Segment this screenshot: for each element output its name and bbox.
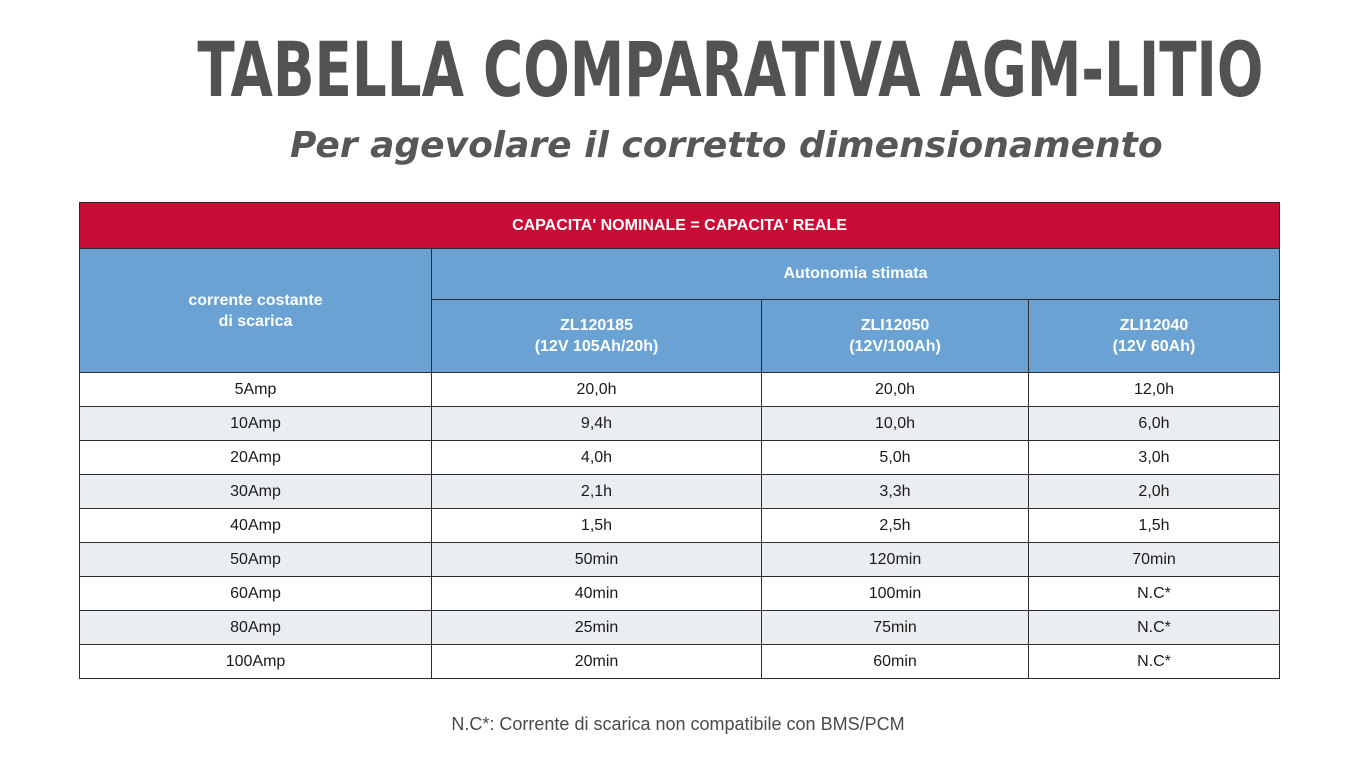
page-subtitle: Per agevolare il corretto dimensionamento [290, 125, 1163, 166]
autonomy-cell: 50min [432, 543, 762, 577]
page-title: TABELLA COMPARATIVA AGM-LITIO [197, 25, 1264, 114]
autonomy-cell: N.C* [1029, 611, 1280, 645]
autonomy-cell: 3,0h [1029, 441, 1280, 475]
table-row [80, 441, 1280, 475]
autonomy-cell: 5,0h [762, 441, 1029, 475]
current-cell: 50Amp [80, 543, 432, 577]
column-spec: (12V 60Ah) [1112, 338, 1196, 355]
group-header: Autonomia stimata [432, 249, 1280, 300]
table-row [80, 645, 1280, 679]
column-model: ZLI12040 [1119, 317, 1189, 334]
table-row [80, 611, 1280, 645]
column-header-3 [1029, 300, 1280, 373]
table-banner: CAPACITA' NOMINALE = CAPACITA' REALE [80, 203, 1280, 249]
autonomy-cell: 100min [762, 577, 1029, 611]
table-row [80, 509, 1280, 543]
autonomy-cell: 9,4h [432, 407, 762, 441]
autonomy-cell: 20min [432, 645, 762, 679]
autonomy-cell: 4,0h [432, 441, 762, 475]
current-cell: 5Amp [80, 373, 432, 407]
autonomy-cell: 70min [1029, 543, 1280, 577]
autonomy-cell: 20,0h [762, 373, 1029, 407]
autonomy-cell: 10,0h [762, 407, 1029, 441]
comparison-table [79, 202, 1280, 679]
current-cell: 20Amp [80, 441, 432, 475]
current-cell: 60Amp [80, 577, 432, 611]
autonomy-cell: 1,5h [1029, 509, 1280, 543]
column-model: ZL120185 [560, 317, 633, 334]
autonomy-cell: 120min [762, 543, 1029, 577]
current-cell: 30Amp [80, 475, 432, 509]
autonomy-cell: 1,5h [432, 509, 762, 543]
autonomy-cell: 75min [762, 611, 1029, 645]
autonomy-cell: 12,0h [1029, 373, 1280, 407]
column-model: ZLI12050 [860, 317, 930, 334]
autonomy-cell: 3,3h [762, 475, 1029, 509]
table-row [80, 475, 1280, 509]
autonomy-cell: N.C* [1029, 577, 1280, 611]
autonomy-cell: 20,0h [432, 373, 762, 407]
row-header-line-2: di scarica [218, 312, 293, 330]
column-header-1 [432, 300, 762, 373]
autonomy-cell: 2,5h [762, 509, 1029, 543]
table-row [80, 543, 1280, 577]
table-row [80, 577, 1280, 611]
column-header-2 [762, 300, 1029, 373]
column-spec: (12V/100Ah) [849, 338, 941, 355]
table-body [80, 373, 1280, 679]
table-row [80, 373, 1280, 407]
current-cell: 40Amp [80, 509, 432, 543]
current-cell: 100Amp [80, 645, 432, 679]
row-header-cell [80, 249, 432, 373]
autonomy-cell: 2,1h [432, 475, 762, 509]
autonomy-cell: 60min [762, 645, 1029, 679]
autonomy-cell: 40min [432, 577, 762, 611]
column-spec: (12V 105Ah/20h) [534, 338, 659, 355]
current-cell: 80Amp [80, 611, 432, 645]
footnote: N.C*: Corrente di scarica non compatibile con BMS/PCM [451, 714, 905, 734]
autonomy-cell: 6,0h [1029, 407, 1280, 441]
row-header-line-1: corrente costante [188, 291, 323, 309]
table-banner-row [80, 203, 1280, 249]
current-cell: 10Amp [80, 407, 432, 441]
autonomy-cell: N.C* [1029, 645, 1280, 679]
autonomy-cell: 2,0h [1029, 475, 1280, 509]
autonomy-cell: 25min [432, 611, 762, 645]
table-row [80, 407, 1280, 441]
header-row-group [80, 249, 1280, 300]
